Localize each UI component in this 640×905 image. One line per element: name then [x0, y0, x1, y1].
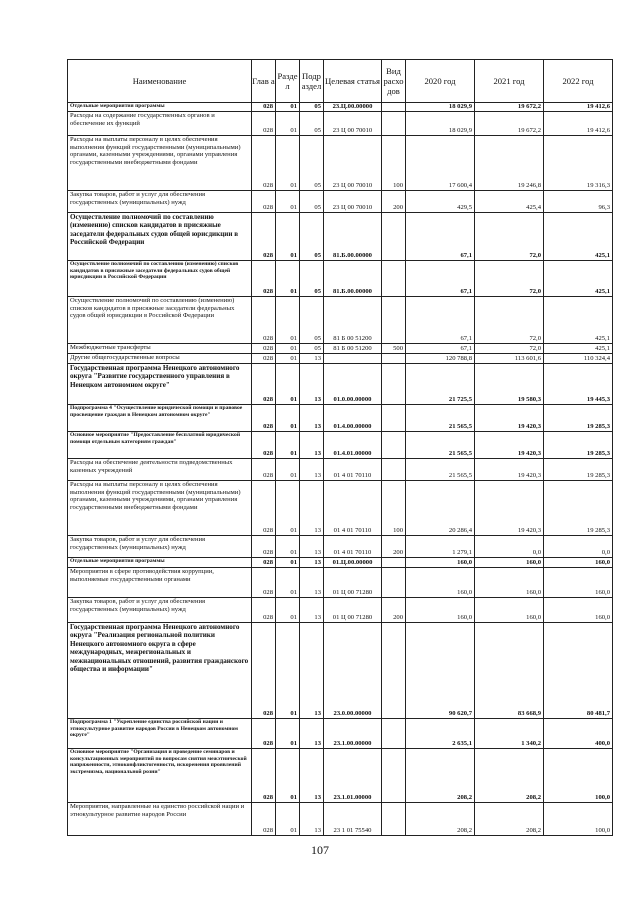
row-2020: 2 635,1 — [406, 719, 475, 749]
row-exp-type — [382, 112, 406, 136]
row-2021: 113 601,6 — [475, 354, 544, 364]
row-subsection: 13 — [300, 405, 324, 432]
row-name: Закупка товаров, работ и услуг для обеспечения государственных (муниципальных) нужд — [68, 598, 252, 623]
row-target: 01 Ц 00 71280 — [324, 568, 382, 598]
table-row — [68, 803, 613, 836]
row-name: Мероприятия, направленные на единство российской нации и этнокультурное развитие народов России — [68, 803, 252, 836]
row-2020: 160,0 — [406, 568, 475, 598]
row-chapter: 028 — [252, 481, 276, 536]
row-target: 01.4.00.00000 — [324, 405, 382, 432]
table-row — [68, 459, 613, 481]
row-exp-type: 100 — [382, 136, 406, 191]
row-chapter: 028 — [252, 803, 276, 836]
row-section: 01 — [276, 213, 300, 261]
row-2022: 100,0 — [544, 749, 613, 803]
row-exp-type — [382, 432, 406, 459]
header-target: Целевая статья — [324, 60, 382, 103]
row-2022: 160,0 — [544, 598, 613, 623]
row-section: 01 — [276, 568, 300, 598]
row-target: 01.4.01.00000 — [324, 432, 382, 459]
row-2021: 19 672,2 — [475, 103, 544, 112]
row-subsection: 13 — [300, 364, 324, 405]
row-target: 01 4 01 70110 — [324, 481, 382, 536]
row-chapter: 028 — [252, 103, 276, 112]
row-2022: 160,0 — [544, 558, 613, 568]
row-section: 01 — [276, 261, 300, 297]
row-chapter: 028 — [252, 213, 276, 261]
row-chapter: 028 — [252, 623, 276, 719]
row-2022: 19 316,3 — [544, 136, 613, 191]
row-exp-type — [382, 261, 406, 297]
row-exp-type — [382, 103, 406, 112]
row-chapter: 028 — [252, 568, 276, 598]
row-2020: 17 600,4 — [406, 136, 475, 191]
row-name: Основное мероприятие "Предоставление бесплатной юридической помощи отдельным категориям граждан" — [68, 432, 252, 459]
row-2021: 19 580,3 — [475, 364, 544, 405]
row-name: Расходы на содержание государственных органов и обеспечение их функций — [68, 112, 252, 136]
row-chapter: 028 — [252, 112, 276, 136]
row-2022: 19 285,3 — [544, 432, 613, 459]
row-2021: 19 420,3 — [475, 405, 544, 432]
row-section: 01 — [276, 112, 300, 136]
row-name: Государственная программа Ненецкого автономного округа "Реализация региональной политики Ненецкого автономного округа в сфере международных, межрегиональных и межнациональных отношений, развития гражданского общества и информации" — [68, 623, 252, 719]
table-row — [68, 749, 613, 803]
row-2022: 100,0 — [544, 803, 613, 836]
row-2022: 19 445,3 — [544, 364, 613, 405]
table-row — [68, 344, 613, 354]
row-2021: 72,0 — [475, 261, 544, 297]
row-2021: 19 420,3 — [475, 432, 544, 459]
header-2020: 2020 год — [406, 60, 475, 103]
row-target: 81 Б 00 51200 — [324, 297, 382, 344]
page-number: 107 — [311, 843, 329, 857]
row-subsection: 13 — [300, 623, 324, 719]
header-chapter: Глав а — [252, 60, 276, 103]
row-target: 23 1 01 75540 — [324, 803, 382, 836]
table-row — [68, 261, 613, 297]
row-exp-type — [382, 623, 406, 719]
row-2020: 208,2 — [406, 749, 475, 803]
row-name: Отдельные мероприятия программы — [68, 558, 252, 568]
row-subsection: 05 — [300, 103, 324, 112]
row-exp-type — [382, 558, 406, 568]
row-section: 01 — [276, 536, 300, 558]
row-2020: 20 286,4 — [406, 481, 475, 536]
row-subsection: 13 — [300, 481, 324, 536]
budget-table — [67, 59, 613, 836]
row-subsection: 13 — [300, 719, 324, 749]
row-target: 23.1.00.00000 — [324, 719, 382, 749]
row-2020: 120 788,8 — [406, 354, 475, 364]
row-target: 23 Ц 00 70010 — [324, 191, 382, 213]
row-name: Другие общегосударственные вопросы — [68, 354, 252, 364]
row-exp-type: 200 — [382, 191, 406, 213]
row-chapter: 028 — [252, 344, 276, 354]
row-2020: 67,1 — [406, 344, 475, 354]
row-chapter: 028 — [252, 432, 276, 459]
row-subsection: 05 — [300, 261, 324, 297]
row-target: 81.Б.00.00000 — [324, 261, 382, 297]
row-2022: 110 324,4 — [544, 354, 613, 364]
row-name: Расходы на обеспечение деятельности подведомственных казенных учреждений — [68, 459, 252, 481]
row-name: Подпрограмма 1 "Укрепление единства российской нации и этнокультурное развитие народов России в Ненецком автономном округе" — [68, 719, 252, 749]
row-2020: 160,0 — [406, 598, 475, 623]
row-chapter: 028 — [252, 405, 276, 432]
row-2021: 208,2 — [475, 749, 544, 803]
row-2021: 19 420,3 — [475, 459, 544, 481]
table-row — [68, 432, 613, 459]
row-2021: 72,0 — [475, 297, 544, 344]
row-2020: 67,1 — [406, 261, 475, 297]
row-target: 01 4 01 70110 — [324, 536, 382, 558]
row-target: 23.1.01.00000 — [324, 749, 382, 803]
row-2022: 19 285,3 — [544, 481, 613, 536]
row-chapter: 028 — [252, 536, 276, 558]
row-2020: 208,2 — [406, 803, 475, 836]
row-2020: 18 029,9 — [406, 112, 475, 136]
row-2020: 160,0 — [406, 558, 475, 568]
row-section: 01 — [276, 719, 300, 749]
row-target: 01.0.00.00000 — [324, 364, 382, 405]
row-2021: 160,0 — [475, 598, 544, 623]
row-2020: 18 029,9 — [406, 103, 475, 112]
row-subsection: 05 — [300, 213, 324, 261]
row-section: 01 — [276, 364, 300, 405]
row-2020: 90 620,7 — [406, 623, 475, 719]
row-2021: 160,0 — [475, 558, 544, 568]
row-target: 23 Ц 00 70010 — [324, 136, 382, 191]
row-2020: 21 565,5 — [406, 432, 475, 459]
row-name: Межбюджетные трансферты — [68, 344, 252, 354]
row-target: 01.Ц.00.00000 — [324, 558, 382, 568]
row-target: 81 Б 00 51200 — [324, 344, 382, 354]
row-2022: 19 412,6 — [544, 103, 613, 112]
row-2021: 72,0 — [475, 344, 544, 354]
row-2022: 19 412,6 — [544, 112, 613, 136]
row-subsection: 05 — [300, 136, 324, 191]
table-row — [68, 719, 613, 749]
row-2021: 19 672,2 — [475, 112, 544, 136]
row-section: 01 — [276, 354, 300, 364]
row-2022: 0,0 — [544, 536, 613, 558]
row-chapter: 028 — [252, 354, 276, 364]
row-subsection: 05 — [300, 191, 324, 213]
row-exp-type — [382, 803, 406, 836]
row-2022: 425,1 — [544, 297, 613, 344]
row-exp-type: 100 — [382, 481, 406, 536]
row-exp-type: 200 — [382, 536, 406, 558]
table-row — [68, 354, 613, 364]
row-subsection: 13 — [300, 354, 324, 364]
row-name: Основное мероприятие "Организация и проведение семинаров и консультационных мероприятий по вопросам снятия межэтнической напряженности, этноконфликтогенности, искоренения проявлений экстремизма, национальной розни" — [68, 749, 252, 803]
row-2020: 429,5 — [406, 191, 475, 213]
row-exp-type — [382, 749, 406, 803]
header-section: Разде л — [276, 60, 300, 103]
row-exp-type — [382, 719, 406, 749]
table-row — [68, 568, 613, 598]
row-2022: 80 481,7 — [544, 623, 613, 719]
row-name: Осуществление полномочий по составлению (изменению) списков кандидатов в присяжные заседатели федеральных судов общей юрисдикции в Российской Федерации — [68, 213, 252, 261]
table-row — [68, 558, 613, 568]
row-subsection: 05 — [300, 112, 324, 136]
row-2021: 72,0 — [475, 213, 544, 261]
row-section: 01 — [276, 459, 300, 481]
row-section: 01 — [276, 191, 300, 213]
row-2020: 21 565,5 — [406, 405, 475, 432]
row-exp-type — [382, 213, 406, 261]
row-2022: 19 285,3 — [544, 459, 613, 481]
row-section: 01 — [276, 344, 300, 354]
row-section: 01 — [276, 803, 300, 836]
row-chapter: 028 — [252, 261, 276, 297]
row-2020: 1 279,1 — [406, 536, 475, 558]
row-chapter: 028 — [252, 297, 276, 344]
row-chapter: 028 — [252, 719, 276, 749]
row-2022: 96,3 — [544, 191, 613, 213]
row-name: Осуществление полномочий по составлению (изменению) списков кандидатов в присяжные заседатели федеральных судов общей юрисдикции в Российской Федерации — [68, 297, 252, 344]
row-section: 01 — [276, 432, 300, 459]
row-exp-type — [382, 459, 406, 481]
header-2021: 2021 год — [475, 60, 544, 103]
row-2021: 1 340,2 — [475, 719, 544, 749]
row-section: 01 — [276, 623, 300, 719]
row-section: 01 — [276, 749, 300, 803]
row-chapter: 028 — [252, 558, 276, 568]
row-2022: 425,1 — [544, 213, 613, 261]
row-name: Осуществление полномочий по составлению (изменению) списков кандидатов в присяжные заседатели федеральных судов общей юрисдикции в Российской Федерации — [68, 261, 252, 297]
row-chapter: 028 — [252, 364, 276, 405]
row-2021: 160,0 — [475, 568, 544, 598]
table-row — [68, 481, 613, 536]
table-row — [68, 213, 613, 261]
header-row — [68, 60, 613, 103]
row-target — [324, 354, 382, 364]
row-exp-type — [382, 364, 406, 405]
row-chapter: 028 — [252, 136, 276, 191]
row-chapter: 028 — [252, 749, 276, 803]
table-row — [68, 598, 613, 623]
row-subsection: 13 — [300, 598, 324, 623]
row-name: Мероприятия в сфере противодействия коррупции, выполняемые государственными органами — [68, 568, 252, 598]
row-exp-type — [382, 297, 406, 344]
row-target: 01 4 01 70110 — [324, 459, 382, 481]
row-2020: 21 725,5 — [406, 364, 475, 405]
row-section: 01 — [276, 103, 300, 112]
row-2021: 19 246,8 — [475, 136, 544, 191]
row-subsection: 05 — [300, 344, 324, 354]
row-section: 01 — [276, 481, 300, 536]
table-row — [68, 536, 613, 558]
row-subsection: 13 — [300, 558, 324, 568]
header-name: Наименование — [68, 60, 252, 103]
row-subsection: 13 — [300, 459, 324, 481]
row-2020: 67,1 — [406, 297, 475, 344]
row-exp-type: 500 — [382, 344, 406, 354]
row-subsection: 13 — [300, 568, 324, 598]
table-row — [68, 136, 613, 191]
table-row — [68, 112, 613, 136]
row-name: Закупка товаров, работ и услуг для обеспечения государственных (муниципальных) нужд — [68, 536, 252, 558]
row-section: 01 — [276, 558, 300, 568]
row-section: 01 — [276, 136, 300, 191]
row-2022: 19 285,3 — [544, 405, 613, 432]
row-chapter: 028 — [252, 459, 276, 481]
row-chapter: 028 — [252, 191, 276, 213]
row-section: 01 — [276, 405, 300, 432]
header-subsection: Подр аздел — [300, 60, 324, 103]
row-exp-type — [382, 405, 406, 432]
table-row — [68, 364, 613, 405]
row-name: Расходы на выплаты персоналу в целях обеспечения выполнения функций государственными (муниципальными) органами, казенными учреждениями, органами управления государственными внебюджетными фондами — [68, 481, 252, 536]
row-section: 01 — [276, 598, 300, 623]
table-row — [68, 623, 613, 719]
row-exp-type — [382, 568, 406, 598]
row-target: 23.Ц.00.00000 — [324, 103, 382, 112]
row-subsection: 05 — [300, 297, 324, 344]
row-target: 01 Ц 00 71280 — [324, 598, 382, 623]
row-2021: 0,0 — [475, 536, 544, 558]
row-name: Государственная программа Ненецкого автономного округа "Развитие государственного управления в Ненецком автономном округе" — [68, 364, 252, 405]
row-2020: 67,1 — [406, 213, 475, 261]
row-exp-type — [382, 354, 406, 364]
row-2020: 21 565,5 — [406, 459, 475, 481]
row-2021: 425,4 — [475, 191, 544, 213]
row-2021: 83 668,9 — [475, 623, 544, 719]
row-subsection: 13 — [300, 803, 324, 836]
header-2022: 2022 год — [544, 60, 613, 103]
row-name: Подпрограмма 4 "Осуществление юридической помощи и правовое просвещение граждан в Ненецком автономном округе" — [68, 405, 252, 432]
row-2022: 160,0 — [544, 568, 613, 598]
table-row — [68, 103, 613, 112]
table-row — [68, 297, 613, 344]
row-2021: 208,2 — [475, 803, 544, 836]
row-target: 23 Ц 00 70010 — [324, 112, 382, 136]
row-name: Отдельные мероприятия программы — [68, 103, 252, 112]
row-name: Расходы на выплаты персоналу в целях обеспечения выполнения функций государственными (муниципальными) органами, казенными учреждениями, органами управления государственными внебюджетными фондами — [68, 136, 252, 191]
row-exp-type: 200 — [382, 598, 406, 623]
row-chapter: 028 — [252, 598, 276, 623]
row-target: 23.0.00.00000 — [324, 623, 382, 719]
table-row — [68, 191, 613, 213]
table-row — [68, 405, 613, 432]
row-subsection: 13 — [300, 432, 324, 459]
header-exp-type: Вид расхо дов — [382, 60, 406, 103]
row-subsection: 13 — [300, 536, 324, 558]
row-subsection: 13 — [300, 749, 324, 803]
row-name: Закупка товаров, работ и услуг для обеспечения государственных (муниципальных) нужд — [68, 191, 252, 213]
row-2022: 425,1 — [544, 344, 613, 354]
row-2022: 400,0 — [544, 719, 613, 749]
row-target: 81.Б.00.00000 — [324, 213, 382, 261]
row-2021: 19 420,3 — [475, 481, 544, 536]
row-section: 01 — [276, 297, 300, 344]
row-2022: 425,1 — [544, 261, 613, 297]
